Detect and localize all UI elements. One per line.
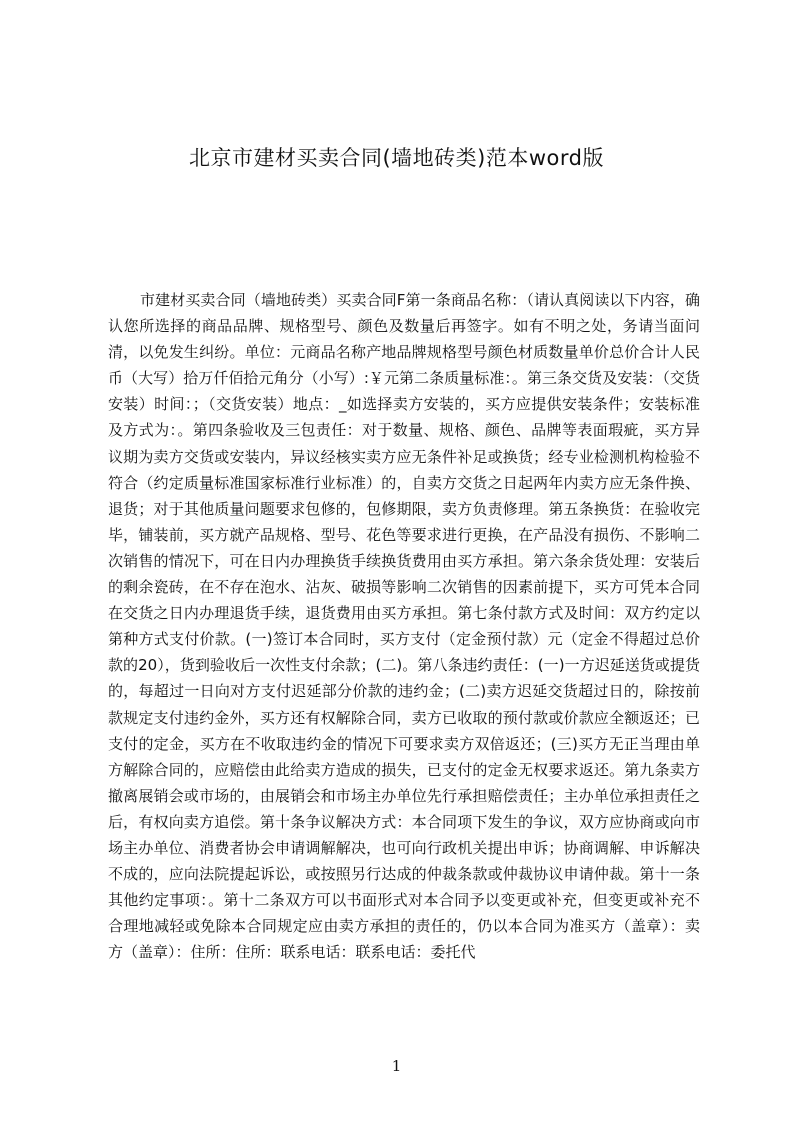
- document-body-paragraph: 市建材买卖合同（墙地砖类）买卖合同F第一条商品名称：（请认真阅读以下内容，确认您所选择的商品品牌、规格型号、颜色及数量后再签字。如有不明之处，务请当面问清，以免发生纠纷。单位：元商品名称产地品牌规格型号颜色材质数量单价总价合计人民币（大写）拾万仟佰拾元角分（小写）:￥元第二条质量标准：。第三条交货及安装：（交货安装）时间：；（交货安装）地点：_如选择卖方安装的，买方应提供安装条件；安装标准及方式为：。第四条验收及三包责任：对于数量、规格、颜色、品牌等表面瑕疵，买方异议期为卖方交货或安装内，异议经核实卖方应无条件补足或换货；经专业检测机构检验不符合（约定质量标准国家标准行业标准）的，自卖方交货之日起两年内卖方应无条件换、退货；对于其他质量问题要求包修的，包修期限，卖方负责修理。第五条换货：在验收完毕，铺装前，买方就产品规格、型号、花色等要求进行更换，在产品没有损伤、不影响二次销售的情况下，可在日内办理换货手续换货费用由买方承担。第六条余货处理：安装后的剩余瓷砖，在不存在泡水、沾灰、破损等影响二次销售的因素前提下，买方可凭本合同在交货之日内办理退货手续，退货费用由买方承担。第七条付款方式及时间：双方约定以第种方式支付价款。(一)签订本合同时，买方支付（定金预付款）元（定金不得超过总价款的20），货到验收后一次性支付余款；(二)。第八条违约责任：(一)一方迟延送货或提货的，每超过一日向对方支付迟延部分价款的违约金；(二)卖方迟延交货超过日的，除按前款规定支付违约金外，买方还有权解除合同，卖方已收取的预付款或价款应全额返还；已支付的定金，买方在不收取违约金的情况下可要求卖方双倍返还；(三)买方无正当理由单方解除合同的，应赔偿由此给卖方造成的损失，已支付的定金无权要求返还。第九条卖方撤离展销会或市场的，由展销会和市场主办单位先行承担赔偿责任；主办单位承担责任之后，有权向卖方追偿。第十条争议解决方式：本合同项下发生的争议，双方应协商或向市场主办单位、消费者协会申请调解解决，也可向行政机关提出申诉；协商调解、申诉解决不成的，应向法院提起诉讼，或按照另行达成的仲裁条款或仲裁协议申请仲裁。第十一条其他约定事项：。第十二条双方可以书面形式对本合同予以变更或补充，但变更或补充不合理地减轻或免除本合同规定应由卖方承担的责任的，仍以本合同为准买方（盖章）：卖方（盖章）：住所：住所：联系电话：联系电话：委托代: [108, 291, 700, 962]
- document-title: 北京市建材买卖合同(墙地砖类)范本word版: [188, 146, 604, 170]
- page-number: 1: [391, 1057, 402, 1075]
